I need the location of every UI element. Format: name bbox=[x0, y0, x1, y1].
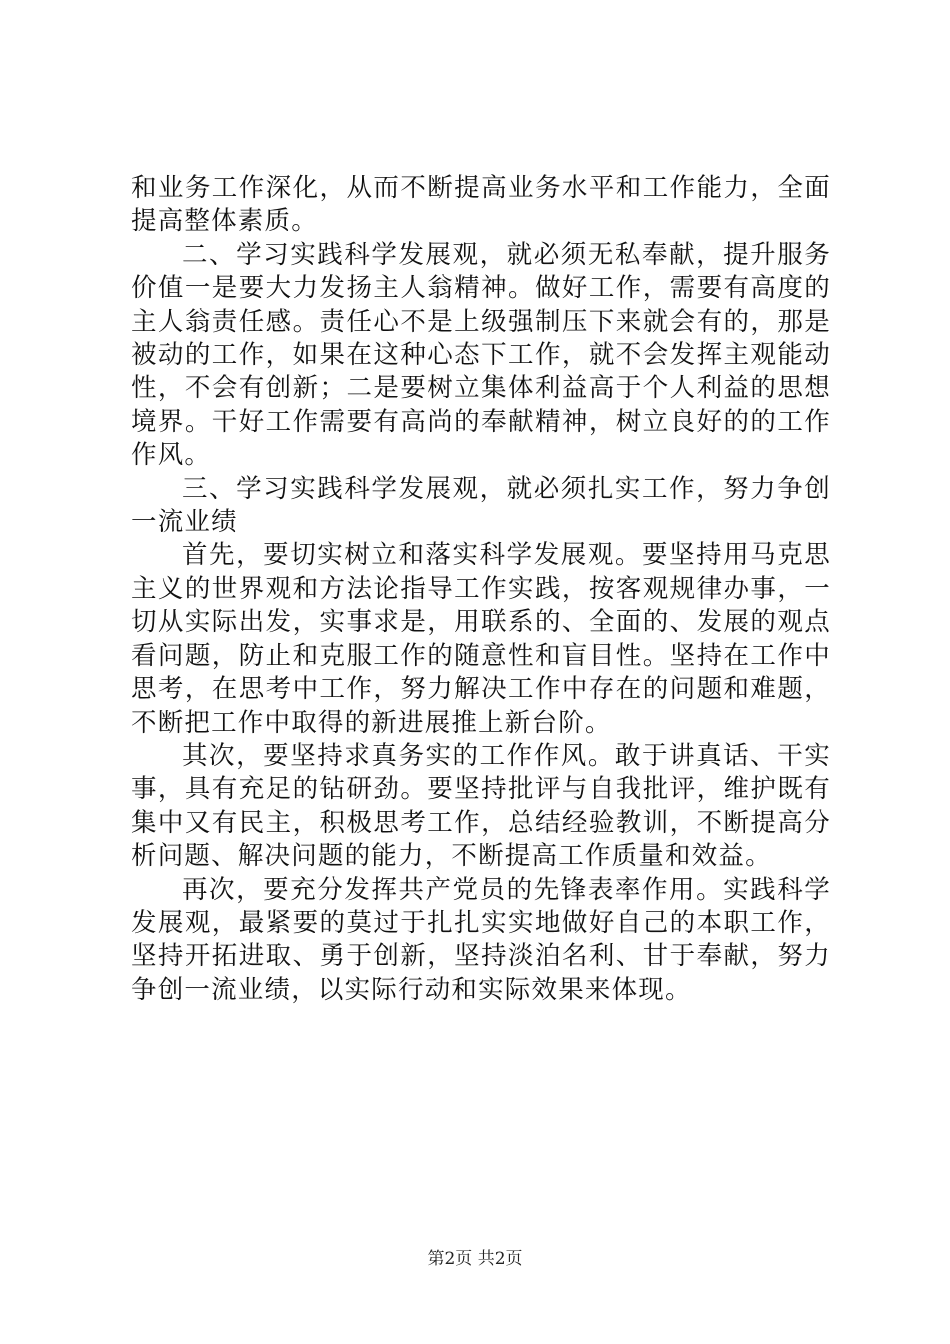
paragraph-first: 首先，要切实树立和落实科学发展观。要坚持用马克思主义的世界观和方法论指导工作实践，按客观规律办事，一切从实际出发，实事求是，用联系的、全面的、发展的观点看问题，防止和克服工作的随意性和盲目性。坚持在工作中思考，在思考中工作，努力解决工作中存在的问题和难题，不断把工作中取得的新进展推上新台阶。 bbox=[131, 540, 831, 738]
paragraph-continuation: 和业务工作深化，从而不断提高业务水平和工作能力，全面提高整体素质。 bbox=[131, 173, 831, 237]
paragraph-third: 再次，要充分发挥共产党员的先锋表率作用。实践科学发展观，最紧要的莫过于扎扎实实地做好自己的本职工作，坚持开拓进取、勇于创新，坚持淡泊名利、甘于奉献，努力争创一流业绩，以实际行动和实际效果来体现。 bbox=[131, 874, 831, 1005]
paragraph-second: 其次，要坚持求真务实的工作作风。敢于讲真话、干实事，具有充足的钻研劲。要坚持批评与自我批评，维护既有集中又有民主，积极思考工作，总结经验教训，不断提高分析问题、解决问题的能力，不断提高工作质量和效益。 bbox=[131, 740, 831, 872]
page-footer: 第2页 共2页 bbox=[427, 1249, 523, 1269]
paragraph-section-three-heading: 三、学习实践科学发展观，就必须扎实工作，努力争创一流业绩 bbox=[131, 473, 831, 538]
paragraph-section-two: 二、学习实践科学发展观，就必须无私奉献，提升服务价值一是要大力发扬主人翁精神。做好工作，需要有高度的主人翁责任感。责任心不是上级强制压下来就会有的，那是被动的工作，如果在这种心态下工作，就不会发挥主观能动性，不会有创新；二是要树立集体利益高于个人利益的思想境界。干好工作需要有高尚的奉献精神，树立良好的的工作作风。 bbox=[131, 239, 831, 471]
document-body bbox=[131, 172, 831, 1007]
